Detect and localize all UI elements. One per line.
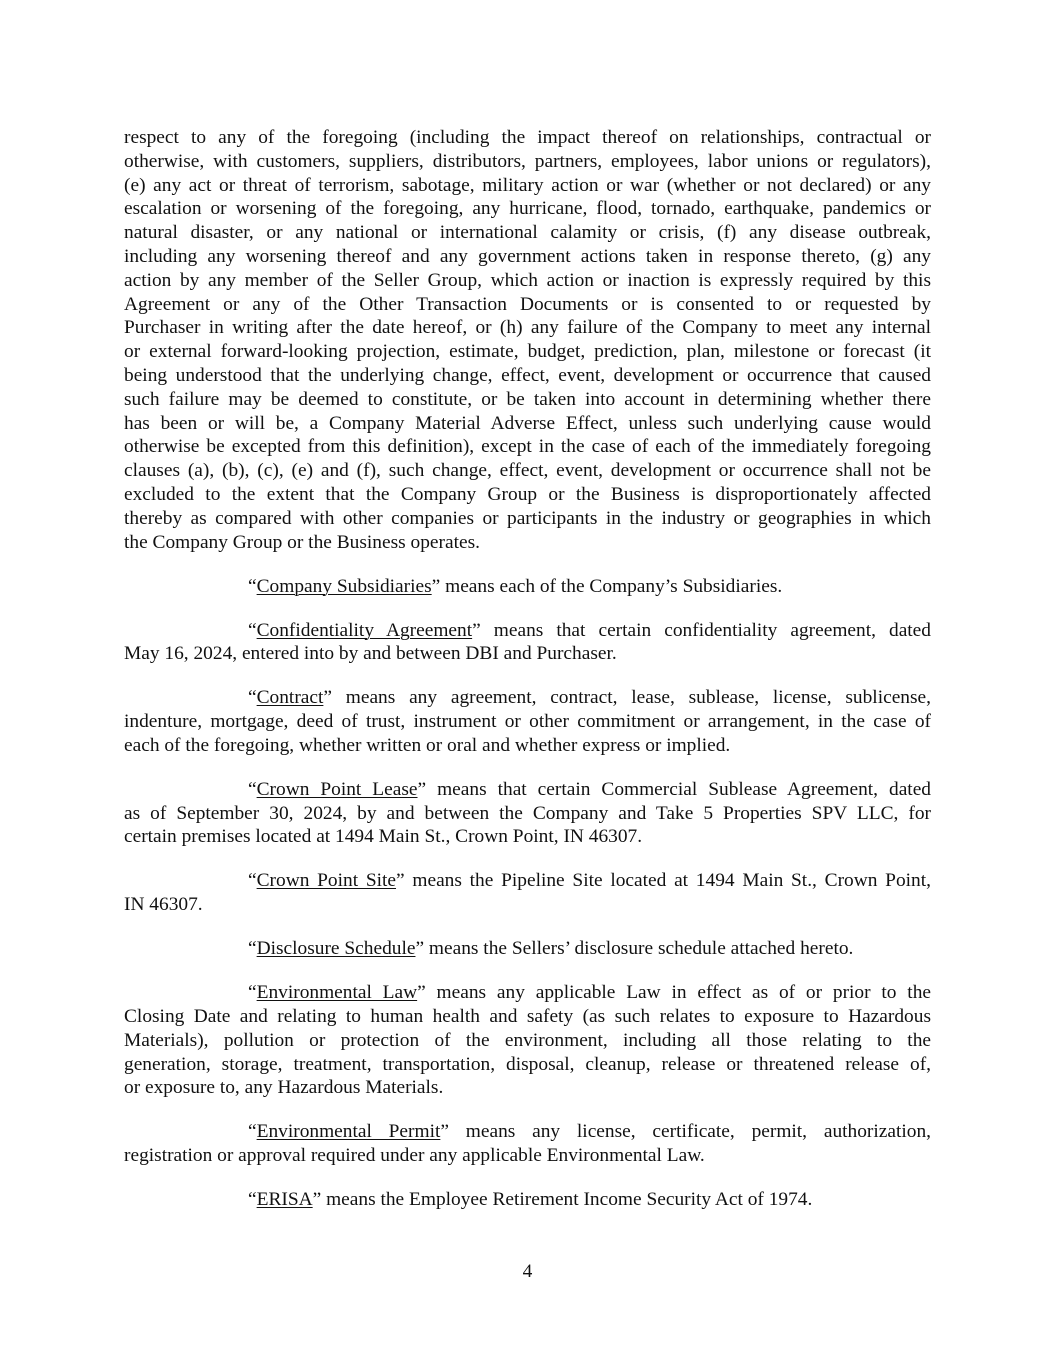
defined-term: Contract [256,687,324,709]
definition-paragraph [124,981,931,1100]
text-line [124,619,931,643]
definition-text: ” means the Sellers’ disclosure schedule attached hereto. [415,938,854,960]
open-quote: “ [248,778,257,800]
text-line: as of September 30, 2024, by and between the Company and Take 5 Properties SPV LLC, for [124,802,931,824]
text-line: Agreement or any of the Other Transaction Documents or is consented to or requested by [124,293,931,315]
document-page [124,126,931,1232]
text-line: certain premises located at 1494 Main St., Crown Point, IN 46307. [124,826,643,848]
text-line: indenture, mortgage, deed of trust, instrument or other commitment or arrangement, in the case of [124,711,931,733]
text-line: respect to any of the foregoing (including the impact thereof on relationships, contractual or [124,127,931,148]
text-line: May 16, 2024, entered into by and between DBI and Purchaser. [124,643,617,665]
defined-term: ERISA [256,1189,313,1211]
definition-text: ” means any license, certificate, permit, authorization, [440,1121,931,1143]
text-line: (e) any act or threat of terrorism, sabotage, military action or war (whether or not declared) or any [124,174,931,196]
definition-paragraph [124,869,931,917]
text-line: generation, storage, treatment, transportation, disposal, cleanup, release or threatened release of, [124,1053,931,1075]
open-quote: “ [248,575,257,597]
definition-paragraph [124,619,931,667]
text-line: such failure may be deemed to constitute, or be taken into account in determining whether there [124,388,931,410]
text-line [124,1120,931,1144]
text-line [124,686,931,710]
open-quote: “ [248,870,257,892]
defined-term: Crown Point Site [256,870,397,892]
text-line: otherwise be excepted from this definition), except in the case of each of the immediately foregoing [124,436,931,458]
text-line: thereby as compared with other companies or participants in the industry or geographies in which [124,507,931,529]
text-line: or exposure to, any Hazardous Materials. [124,1077,444,1099]
defined-term: Disclosure Schedule [256,938,416,960]
text-line: being understood that the underlying change, effect, event, development or occurrence that caused [124,364,931,386]
definition-text: ” means the Employee Retirement Income Security Act of 1974. [312,1189,813,1211]
definition-paragraph [124,575,931,599]
text-line: registration or approval required under any applicable Environmental Law. [124,1145,705,1167]
definition-paragraph [124,778,931,849]
text-line [124,981,931,1005]
text-line: excluded to the extent that the Company Group or the Business is disproportionately affected [124,483,931,505]
definition-paragraph [124,686,931,757]
definition-text: ” means that certain Commercial Sublease Agreement, dated [417,778,931,800]
intro-paragraph [124,126,931,554]
definition-text: ” means any applicable Law in effect as of or prior to the [417,982,931,1004]
defined-term: Confidentiality Agreement [256,619,473,641]
defined-term: Crown Point Lease [256,778,418,800]
text-line: clauses (a), (b), (c), (e) and (f), such change, effect, event, development or occurrence shall not be [124,460,931,482]
text-line: otherwise, with customers, suppliers, distributors, partners, employees, labor unions or regulators), [124,150,931,172]
definition-text: ” means the Pipeline Site located at 1494 Main St., Crown Point, [396,870,931,892]
open-quote: “ [248,619,257,641]
text-line: action by any member of the Seller Group, which action or inaction is expressly required by this [124,269,931,291]
text-line: escalation or worsening of the foregoing, any hurricane, flood, tornado, earthquake, pandemics or [124,198,931,220]
page-number: 4 [522,1261,533,1282]
text-line: each of the foregoing, whether written or oral and whether express or implied. [124,734,731,756]
definition-text: ” means each of the Company’s Subsidiaries. [431,575,783,597]
definition-text: ” means that certain confidentiality agreement, dated [472,619,931,641]
text-line: the Company Group or the Business operates. [124,531,480,553]
text-line: or external forward-looking projection, estimate, budget, prediction, plan, milestone or forecast (it [124,341,931,363]
defined-term: Environmental Law [256,982,418,1004]
definition-paragraph [124,1120,931,1168]
open-quote: “ [248,687,257,709]
definition-text: ” means any agreement, contract, lease, sublease, license, sublicense, [323,687,931,709]
text-line: Closing Date and relating to human health and safety (as such relates to exposure to Hazardous [124,1006,931,1028]
definition-paragraph [124,937,931,961]
text-line [124,869,931,893]
defined-term: Environmental Permit [256,1121,441,1143]
text-line [124,778,931,802]
text-line: has been or will be, a Company Material Adverse Effect, unless such underlying cause would [124,412,931,434]
text-line: including any worsening thereof and any government actions taken in response thereto, (g) any [124,245,931,267]
open-quote: “ [248,1121,257,1143]
open-quote: “ [248,982,257,1004]
text-line: IN 46307. [124,894,203,916]
open-quote: “ [248,938,257,960]
defined-term: Company Subsidiaries [256,575,432,597]
text-line [124,575,931,599]
definition-paragraph [124,1188,931,1212]
text-line: Materials), pollution or protection of the environment, including all those relating to the [124,1029,931,1051]
open-quote: “ [248,1189,257,1211]
text-line [124,937,931,961]
text-line: Purchaser in writing after the date hereof, or (h) any failure of the Company to meet any internal [124,317,931,339]
text-line [124,1188,931,1212]
text-line: natural disaster, or any national or international calamity or crisis, (f) any disease outbreak, [124,222,931,244]
